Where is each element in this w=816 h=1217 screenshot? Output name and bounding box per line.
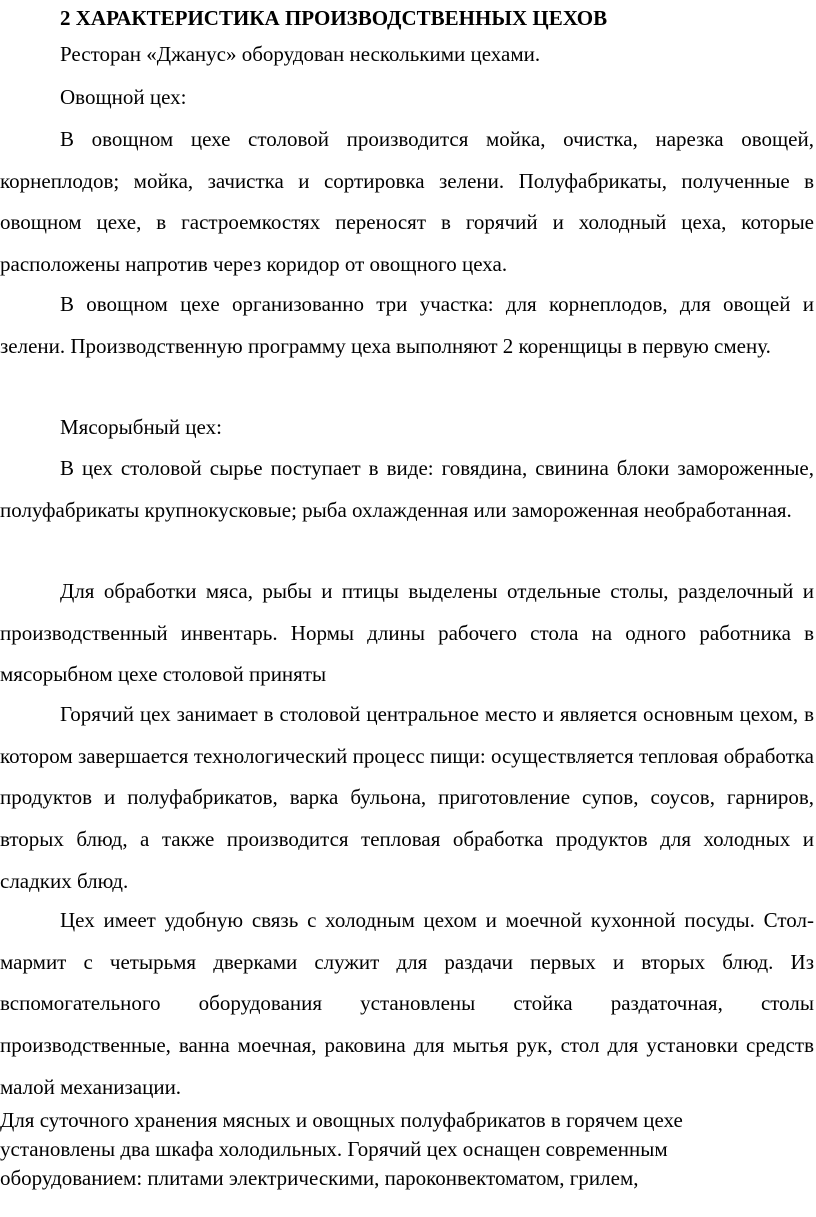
paragraph-hot-shop-storage: Для суточного хранения мясных и овощных полуфабрикатов в горячем цехе установлены два шкафа холодильных. Горячий цех оснащен современным оборудованием: плитами электрическими, пароконвектоматом, грилем, (0, 1108, 683, 1190)
paragraph-vegetable-shop-process: В овощном цехе столовой производится мойка, очистка, нарезка овощей, корнеплодов; мойка, зачистка и сортировка зелени. Полуфабрикаты, полученные в овощном цехе, в гастроемкостях переносят в горячий и холодный цеха, которые расположены напротив через коридор от овощного цеха. (0, 127, 814, 277)
paragraph-intro: Ресторан «Джанус» оборудован несколькими цехами. (60, 42, 541, 66)
paragraph-meat-fish-shop-equipment: Для обработки мяса, рыбы и птицы выделены отдельные столы, разделочный и производственный инвентарь. Нормы длины рабочего стола на одного работника в мясорыбном цехе столовой приняты (0, 579, 814, 687)
paragraph-vegetable-shop-sections: В овощном цехе организованно три участка: для корнеплодов, для овощей и зелени. Производственную программу цеха выполняют 2 коренщицы в первую смену. (0, 292, 814, 358)
paragraph-vegetable-shop-title: Овощной цех: (60, 85, 187, 109)
paragraph-hot-shop-description: Горячий цех занимает в столовой центральное место и является основным цехом, в котором завершается технологический процесс пищи: осуществляется тепловая обработка продуктов и полуфабрикатов, варка бульона, приготовление супов, соусов, гарниров, вторых блюд, а также производится тепловая обработка продуктов для холодных и сладких блюд. (0, 702, 814, 893)
paragraph-meat-fish-shop-raw-materials: В цех столовой сырье поступает в виде: говядина, свинина блоки замороженные, полуфабрикаты крупнокусковые; рыба охлажденная или замороженная необработанная. (0, 456, 814, 522)
paragraph-meat-fish-shop-title: Мясорыбный цех: (60, 415, 222, 439)
paragraph-hot-shop-equipment: Цех имеет удобную связь с холодным цехом и моечной кухонной посуды. Стол-мармит с четырьмя дверками служит для раздачи первых и вторых блюд. Из вспомогательного оборудования установлены стойка раздаточная, столы производственные, ванна моечная, раковина для мытья рук, стол для установки средств малой механизации. (0, 908, 814, 1099)
section-heading: 2 ХАРАКТЕРИСТИКА ПРОИЗВОДСТВЕННЫХ ЦЕХОВ (60, 6, 608, 30)
